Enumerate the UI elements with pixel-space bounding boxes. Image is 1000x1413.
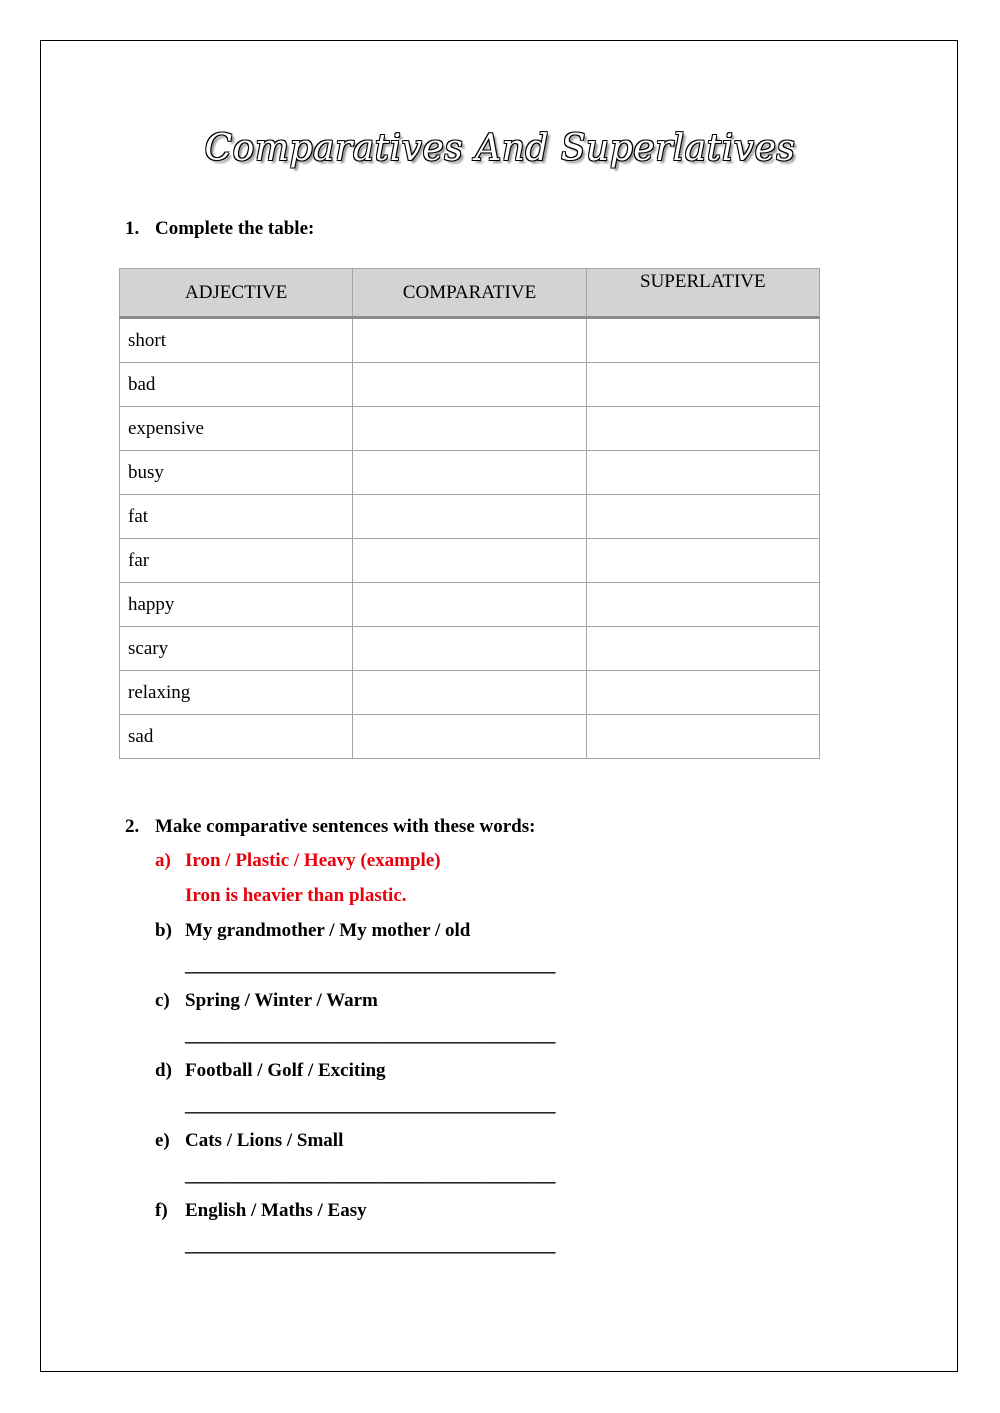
adjective-cell: happy xyxy=(120,583,353,627)
header-superlative: SUPERLATIVE xyxy=(586,269,819,318)
list-item xyxy=(155,1193,755,1228)
comparative-answer-cell[interactable] xyxy=(353,318,586,363)
table-row xyxy=(120,627,820,671)
item-label: a) xyxy=(155,850,171,871)
list-item xyxy=(155,983,755,1018)
superlative-answer-cell[interactable] xyxy=(586,539,819,583)
item-prompt: English / Maths / Easy xyxy=(185,1200,367,1221)
adjective-cell: sad xyxy=(120,715,353,759)
adjective-cell: busy xyxy=(120,451,353,495)
worksheet-title: Comparatives And Superlatives xyxy=(204,128,796,169)
adjective-cell: fat xyxy=(120,495,353,539)
table-row xyxy=(120,671,820,715)
question-1-text: Complete the table: xyxy=(155,218,315,239)
table-row xyxy=(120,539,820,583)
comparative-answer-cell[interactable] xyxy=(353,363,586,407)
sentence-list xyxy=(155,843,755,1263)
table-row xyxy=(120,495,820,539)
superlative-answer-cell[interactable] xyxy=(586,363,819,407)
question-1-heading xyxy=(125,218,314,240)
comparative-answer-cell[interactable] xyxy=(353,583,586,627)
item-prompt: Iron / Plastic / Heavy (example) xyxy=(185,850,441,871)
answer-blank[interactable]: _______________________________________ xyxy=(185,1095,556,1116)
superlative-answer-cell[interactable] xyxy=(586,715,819,759)
table-row xyxy=(120,318,820,363)
comparative-answer-cell[interactable] xyxy=(353,495,586,539)
answer-blank[interactable]: _______________________________________ xyxy=(185,1235,556,1256)
answer-blank[interactable]: _______________________________________ xyxy=(185,1025,556,1046)
item-label: f) xyxy=(155,1200,168,1221)
comparative-answer-cell[interactable] xyxy=(353,627,586,671)
superlative-answer-cell[interactable] xyxy=(586,495,819,539)
comparative-answer-cell[interactable] xyxy=(353,539,586,583)
comparative-answer-cell[interactable] xyxy=(353,715,586,759)
header-adjective: ADJECTIVE xyxy=(120,269,353,318)
example-answer-text: Iron is heavier than plastic. xyxy=(185,885,407,906)
superlative-answer-cell[interactable] xyxy=(586,407,819,451)
question-2-text: Make comparative sentences with these words: xyxy=(155,816,536,837)
question-2-number: 2. xyxy=(125,816,140,837)
superlative-answer-cell[interactable] xyxy=(586,671,819,715)
comparative-answer-cell[interactable] xyxy=(353,451,586,495)
item-label: b) xyxy=(155,920,172,941)
list-item xyxy=(155,1053,755,1088)
comparative-answer-cell[interactable] xyxy=(353,407,586,451)
comparatives-table xyxy=(119,268,820,759)
item-label: d) xyxy=(155,1060,172,1081)
item-prompt: My grandmother / My mother / old xyxy=(185,920,471,941)
question-2-heading xyxy=(125,816,535,838)
table-row xyxy=(120,715,820,759)
adjective-cell: scary xyxy=(120,627,353,671)
adjective-cell: bad xyxy=(120,363,353,407)
table-row xyxy=(120,451,820,495)
table-row xyxy=(120,583,820,627)
table-row xyxy=(120,363,820,407)
superlative-answer-cell[interactable] xyxy=(586,451,819,495)
adjective-cell: short xyxy=(120,318,353,363)
superlative-answer-cell[interactable] xyxy=(586,583,819,627)
adjective-cell: far xyxy=(120,539,353,583)
adjective-cell: relaxing xyxy=(120,671,353,715)
comparative-answer-cell[interactable] xyxy=(353,671,586,715)
question-1-number: 1. xyxy=(125,218,140,239)
list-item xyxy=(155,1123,755,1158)
item-label: e) xyxy=(155,1130,170,1151)
answer-blank[interactable]: _______________________________________ xyxy=(185,1165,556,1186)
item-label: c) xyxy=(155,990,170,1011)
superlative-answer-cell[interactable] xyxy=(586,627,819,671)
item-prompt: Football / Golf / Exciting xyxy=(185,1060,386,1081)
header-comparative: COMPARATIVE xyxy=(353,269,586,318)
answer-blank[interactable]: _______________________________________ xyxy=(185,955,556,976)
list-item xyxy=(155,913,755,948)
adjective-cell: expensive xyxy=(120,407,353,451)
table-row xyxy=(120,407,820,451)
example-answer xyxy=(155,878,755,913)
item-prompt: Spring / Winter / Warm xyxy=(185,990,378,1011)
superlative-answer-cell[interactable] xyxy=(586,318,819,363)
item-prompt: Cats / Lions / Small xyxy=(185,1130,344,1151)
example-prompt xyxy=(155,843,755,878)
